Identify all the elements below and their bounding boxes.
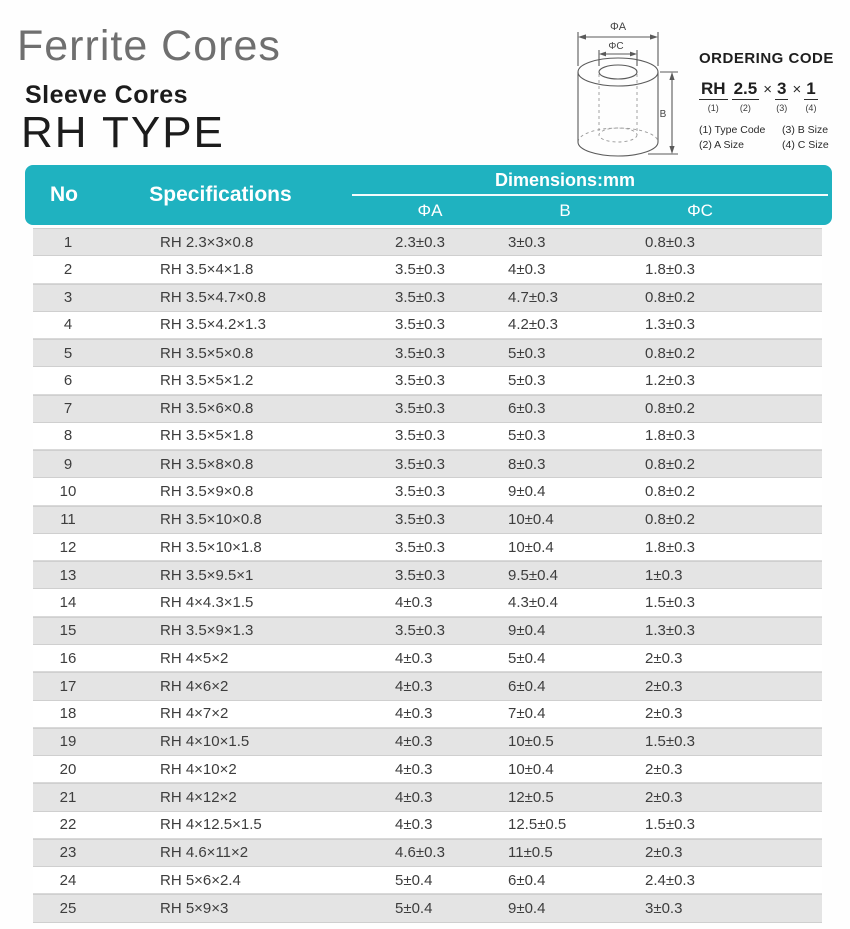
cell-c: 2±0.3: [645, 844, 683, 862]
table-header: [25, 165, 832, 225]
table-row: [33, 589, 822, 616]
col-header-specifications: Specifications: [149, 183, 292, 206]
cell-a: 3.5±0.3: [395, 622, 445, 640]
table-row: [33, 506, 822, 534]
cell-spec: RH 3.5×5×1.8: [160, 427, 254, 445]
cell-a: 4±0.3: [395, 649, 433, 667]
table-row: [33, 423, 822, 450]
table-row: [33, 339, 822, 367]
cell-no: 16: [59, 649, 77, 667]
ordering-code-title: ORDERING CODE: [699, 50, 834, 67]
legend-item: (2) A Size: [699, 138, 744, 151]
core-dimension-diagram: [556, 4, 708, 169]
table-row: [33, 617, 822, 645]
cell-b: 4.7±0.3: [508, 289, 558, 307]
cell-no: 4: [63, 316, 73, 334]
cell-c: 1.3±0.3: [645, 622, 695, 640]
legend-item: (1) Type Code: [699, 123, 766, 136]
cell-no: 23: [59, 844, 77, 862]
cell-no: 15: [59, 622, 77, 640]
cell-spec: RH 4×7×2: [160, 705, 229, 723]
cell-spec: RH 3.5×9.5×1: [160, 566, 254, 584]
cell-c: 2±0.3: [645, 677, 683, 695]
cell-c: 2±0.3: [645, 649, 683, 667]
ordering-part-index: (1): [707, 102, 719, 113]
cell-b: 6±0.4: [508, 871, 546, 889]
cell-b: 10±0.4: [508, 538, 554, 556]
cell-b: 9.5±0.4: [508, 566, 558, 584]
cell-no: 1: [63, 233, 73, 251]
cell-no: 12: [59, 538, 77, 556]
cell-b: 4.3±0.4: [508, 594, 558, 612]
cell-b: 5±0.3: [508, 427, 546, 445]
col-header-no: No: [50, 183, 78, 206]
cell-b: 6±0.3: [508, 400, 546, 418]
cell-no: 24: [59, 871, 77, 889]
cell-c: 0.8±0.2: [645, 289, 695, 307]
cell-a: 4±0.3: [395, 594, 433, 612]
cell-spec: RH 3.5×8×0.8: [160, 455, 254, 473]
cell-no: 3: [63, 289, 73, 307]
cell-a: 3.5±0.3: [395, 511, 445, 529]
cell-a: 3.5±0.3: [395, 455, 445, 473]
table-row: [33, 228, 822, 256]
cell-a: 3.5±0.3: [395, 483, 445, 501]
cell-spec: RH 4×12.5×1.5: [160, 816, 262, 834]
cell-a: 4±0.3: [395, 760, 433, 778]
legend-item: (4) C Size: [782, 138, 829, 151]
cell-a: 2.3±0.3: [395, 233, 445, 251]
cell-c: 1.8±0.3: [645, 538, 695, 556]
col-header-dimensions-group: [338, 165, 832, 225]
multiply-sign: ×: [792, 81, 802, 98]
cell-a: 3.5±0.3: [395, 316, 445, 334]
table-row: [33, 839, 822, 867]
cell-a: 4±0.3: [395, 705, 433, 723]
cell-c: 0.8±0.2: [645, 483, 695, 501]
cell-b: 4±0.3: [508, 260, 546, 278]
cell-c: 0.8±0.2: [645, 344, 695, 362]
cell-c: 2±0.3: [645, 788, 683, 806]
cell-b: 5±0.3: [508, 371, 546, 389]
cell-c: 0.8±0.2: [645, 511, 695, 529]
multiply-sign: ×: [763, 81, 772, 98]
cell-no: 22: [59, 816, 77, 834]
cell-a: 4±0.3: [395, 677, 433, 695]
cell-c: 1.5±0.3: [645, 594, 695, 612]
ordering-part-value: 1: [806, 79, 816, 98]
cell-a: 3.5±0.3: [395, 538, 445, 556]
table-row: [33, 478, 822, 505]
subheader-phi-a: ΦA: [417, 200, 443, 220]
cylinder-diagram-icon: [556, 4, 708, 164]
cell-c: 1.5±0.3: [645, 816, 695, 834]
cell-no: 2: [63, 260, 73, 278]
cell-c: 0.8±0.2: [645, 400, 695, 418]
cell-b: 5±0.3: [508, 344, 546, 362]
cell-b: 12±0.5: [508, 788, 554, 806]
table-row: [33, 672, 822, 700]
cell-spec: RH 3.5×4.2×1.3: [160, 316, 266, 334]
cell-spec: RH 4×12×2: [160, 788, 237, 806]
table-row: [33, 450, 822, 478]
ordering-part-value: 2.5: [733, 79, 758, 98]
col-header-dimensions: Dimensions:mm: [352, 165, 828, 196]
cell-no: 14: [59, 594, 77, 612]
cell-no: 21: [59, 788, 77, 806]
cell-spec: RH 3.5×5×1.2: [160, 371, 254, 389]
dimension-subheaders: [338, 196, 832, 225]
cell-b: 10±0.5: [508, 733, 554, 751]
ordering-code-line: [699, 80, 849, 113]
cell-b: 6±0.4: [508, 677, 546, 695]
cell-b: 4.2±0.3: [508, 316, 558, 334]
cell-no: 13: [59, 566, 77, 584]
cell-a: 3.5±0.3: [395, 260, 445, 278]
subheader-phi-c: ΦC: [687, 200, 713, 220]
cell-a: 3.5±0.3: [395, 371, 445, 389]
ordering-part-b-size: [775, 80, 788, 113]
cell-no: 7: [63, 400, 73, 418]
table-row: [33, 783, 822, 811]
table-body: [33, 228, 822, 923]
cell-b: 10±0.4: [508, 760, 554, 778]
cell-a: 3.5±0.3: [395, 427, 445, 445]
cell-a: 4±0.3: [395, 733, 433, 751]
cell-c: 2.4±0.3: [645, 871, 695, 889]
table-row: [33, 812, 822, 839]
cell-c: 1.3±0.3: [645, 316, 695, 334]
cell-spec: RH 3.5×4×1.8: [160, 260, 254, 278]
dim-label-c: ΦC: [608, 41, 624, 52]
cell-b: 3±0.3: [508, 233, 546, 251]
cell-b: 11±0.5: [508, 844, 553, 862]
cell-c: 1.8±0.3: [645, 427, 695, 445]
cell-a: 4.6±0.3: [395, 844, 445, 862]
ordering-part-value: RH: [701, 79, 726, 98]
ordering-code-block: [699, 50, 849, 151]
table-row: [33, 367, 822, 394]
ordering-part-index: (3): [776, 102, 788, 113]
page-subtitle: Sleeve Cores: [25, 81, 189, 109]
cell-c: 1.5±0.3: [645, 733, 695, 751]
subheader-b: B: [559, 200, 571, 220]
cell-b: 9±0.4: [508, 483, 546, 501]
cell-spec: RH 3.5×10×1.8: [160, 538, 262, 556]
cell-no: 19: [59, 733, 77, 751]
cell-spec: RH 3.5×9×0.8: [160, 483, 254, 501]
cell-a: 3.5±0.3: [395, 566, 445, 584]
page-title: Ferrite Cores: [17, 22, 281, 70]
cell-b: 8±0.3: [508, 455, 546, 473]
cell-no: 20: [59, 760, 77, 778]
ordering-part-c-size: [804, 80, 817, 113]
cell-b: 5±0.4: [508, 649, 546, 667]
ordering-part-type: [699, 80, 728, 113]
cell-spec: RH 2.3×3×0.8: [160, 233, 254, 251]
ordering-part-value: 3: [776, 79, 787, 98]
cell-a: 4±0.3: [395, 788, 433, 806]
cell-spec: RH 3.5×6×0.8: [160, 400, 254, 418]
cell-spec: RH 4×6×2: [160, 677, 229, 695]
cell-spec: RH 3.5×5×0.8: [160, 344, 254, 362]
cell-a: 3.5±0.3: [395, 344, 445, 362]
table-row: [33, 284, 822, 312]
cell-no: 11: [60, 511, 76, 529]
cell-a: 3.5±0.3: [395, 400, 445, 418]
cell-spec: RH 3.5×4.7×0.8: [160, 289, 266, 307]
cell-no: 6: [63, 371, 73, 389]
table-row: [33, 534, 822, 561]
table-row: [33, 894, 822, 922]
cell-spec: RH 5×6×2.4: [160, 871, 241, 889]
cell-a: 4±0.3: [395, 816, 433, 834]
cell-a: 3.5±0.3: [395, 289, 445, 307]
cell-b: 7±0.4: [508, 705, 546, 723]
cell-b: 9±0.4: [508, 622, 546, 640]
table-row: [33, 756, 822, 783]
cell-c: 2±0.3: [645, 705, 683, 723]
cell-spec: RH 3.5×9×1.3: [160, 622, 254, 640]
cell-no: 17: [59, 677, 77, 695]
cell-b: 9±0.4: [508, 900, 546, 917]
table-row: [33, 867, 822, 894]
table-row: [33, 256, 822, 283]
dim-label-b: B: [659, 109, 667, 120]
cell-c: 1.8±0.3: [645, 260, 695, 278]
cell-spec: RH 4×10×1.5: [160, 733, 250, 751]
cell-c: 1±0.3: [645, 566, 683, 584]
cell-no: 8: [63, 427, 73, 445]
table-row: [33, 728, 822, 756]
cell-b: 10±0.4: [508, 511, 554, 529]
cell-c: 1.2±0.3: [645, 371, 695, 389]
cell-spec: RH 4×5×2: [160, 649, 229, 667]
cell-no: 5: [63, 344, 73, 362]
cell-no: 10: [59, 483, 77, 501]
cell-spec: RH 4×4.3×1.5: [160, 594, 254, 612]
cell-spec: RH 3.5×10×0.8: [160, 511, 262, 529]
table-row: [33, 701, 822, 728]
ordering-part-index: (2): [739, 102, 751, 113]
cell-a: 5±0.4: [395, 900, 433, 917]
table-row: [33, 312, 822, 339]
cell-a: 5±0.4: [395, 871, 433, 889]
table-row: [33, 561, 822, 589]
cell-c: 0.8±0.2: [645, 455, 695, 473]
cell-c: 2±0.3: [645, 760, 683, 778]
cell-c: 0.8±0.3: [645, 233, 695, 251]
table-row: [33, 395, 822, 423]
cell-no: 18: [59, 705, 77, 723]
cell-c: 3±0.3: [645, 900, 683, 917]
dim-label-a: ΦA: [609, 21, 627, 33]
cell-no: 9: [63, 455, 73, 473]
cell-b: 12.5±0.5: [508, 816, 567, 834]
type-heading: RH TYPE: [21, 108, 225, 157]
ordering-code-legend: [699, 124, 849, 151]
ordering-part-index: (4): [805, 102, 817, 113]
ordering-part-a-size: [732, 80, 760, 113]
legend-item: (3) B Size: [782, 123, 829, 136]
cell-spec: RH 4.6×11×2: [160, 844, 249, 862]
table-row: [33, 645, 822, 672]
cell-spec: RH 5×9×3: [160, 900, 229, 917]
cell-no: 25: [59, 900, 77, 917]
cell-spec: RH 4×10×2: [160, 760, 237, 778]
